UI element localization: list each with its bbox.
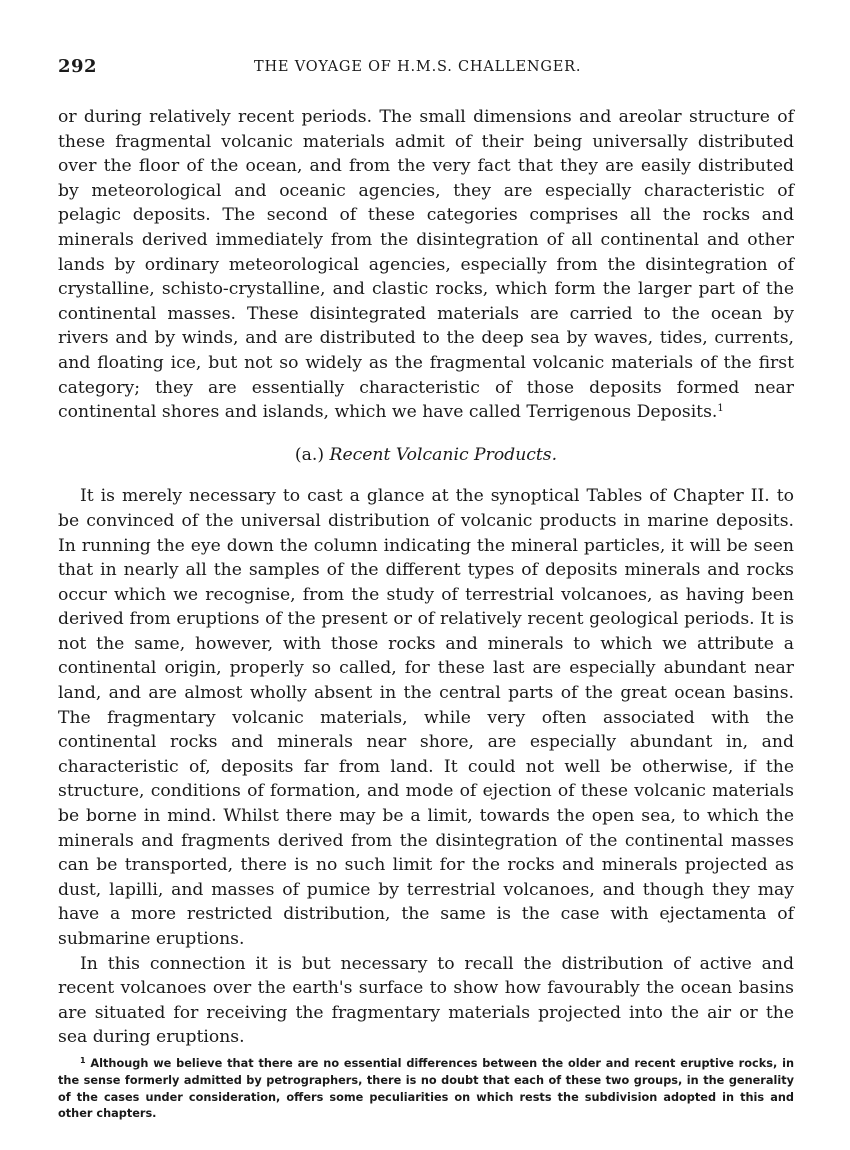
paragraph-3: In this connection it is but necessary to recall the distribution of active and recent volcanoes over the earth's surface to show how favourably the ocean basins are situated for receiving the fragmentary materials projected into the air or the sea during eruptions.	[58, 953, 794, 1048]
running-title: THE VOYAGE OF H.M.S. CHALLENGER.	[254, 59, 582, 75]
section-label: (a.)	[294, 444, 325, 465]
section-title: Recent Volcanic Products.	[329, 444, 558, 465]
paragraph-1-text: or during relatively recent periods. The small dimensions and areolar structure of these fragmental volcanic materials admit of their being universally distributed over the floor of the ocean, and from the very fact that they are easily distributed by meteorological and oceanic agencies, they are especially characteristic of pelagic deposits. The second of these categories comprises all the rocks and minerals derived immediately from the disintegration of all continental and other lands by ordinary meteorological agencies, especially from the disintegration of crystalline, schisto-crystalline, and clastic rocks, which form the larger part of the continental masses. These disintegrated materials are carried to the ocean by rivers and by winds, and are distributed to the deep sea by waves, tides, currents, and floating ice, but not so widely as the fragmental volcanic materials of the first category; they are essentially characteristic of those deposits formed near continental shores and islands, which we have called Terrigenous Deposits.	[58, 107, 794, 423]
body-text	[58, 105, 794, 1050]
paragraph-continued	[58, 105, 794, 425]
running-head	[58, 56, 794, 82]
footnote-marker: 1	[80, 1055, 86, 1065]
book-page	[58, 56, 794, 1123]
page-number: 292	[58, 56, 98, 77]
section-heading	[58, 443, 794, 468]
footnote	[58, 1056, 794, 1123]
paragraph-2: It is merely necessary to cast a glance at the synoptical Tables of Chapter II. to be convinced of the universal distribution of volcanic products in marine deposits. In running the eye down the column indicating the mineral particles, it will be seen that in nearly all the samples of the different types of deposits minerals and rocks occur which we recognise, from the study of terrestrial volcanoes, as having been derived from eruptions of the present or of relatively recent geological periods. It is not the same, however, with those rocks and minerals to which we attribute a continental origin, properly so called, for these last are especially abundant near land, and are almost wholly absent in the central parts of the great ocean basins. The fragmentary volcanic materials, while very often associated with the continental rocks and minerals near shore, are especially abundant in, and characteristic of, deposits far from land. It could not well be otherwise, if the structure, conditions of formation, and mode of ejection of these volcanic materials be borne in mind. Whilst there may be a limit, towards the open sea, to which the minerals and fragments derived from the disintegration of the continental masses can be transported, there is no such limit for the rocks and minerals projected as dust, lapilli, and masses of pumice by terrestrial volcanoes, and though they may have a more restricted distribution, the same is the case with ejectamenta of submarine eruptions.	[58, 486, 794, 949]
footnote-reference: 1	[717, 403, 724, 415]
footnote-text: Although we believe that there are no essential differences between the older and recent eruptive rocks, in the sense formerly admitted by petrographers, there is no doubt that each of these two groups, in the generality of the cases under consideration, offers some peculiarities on which rests the subdivision adopted in this and other chapters.	[58, 1056, 794, 1121]
